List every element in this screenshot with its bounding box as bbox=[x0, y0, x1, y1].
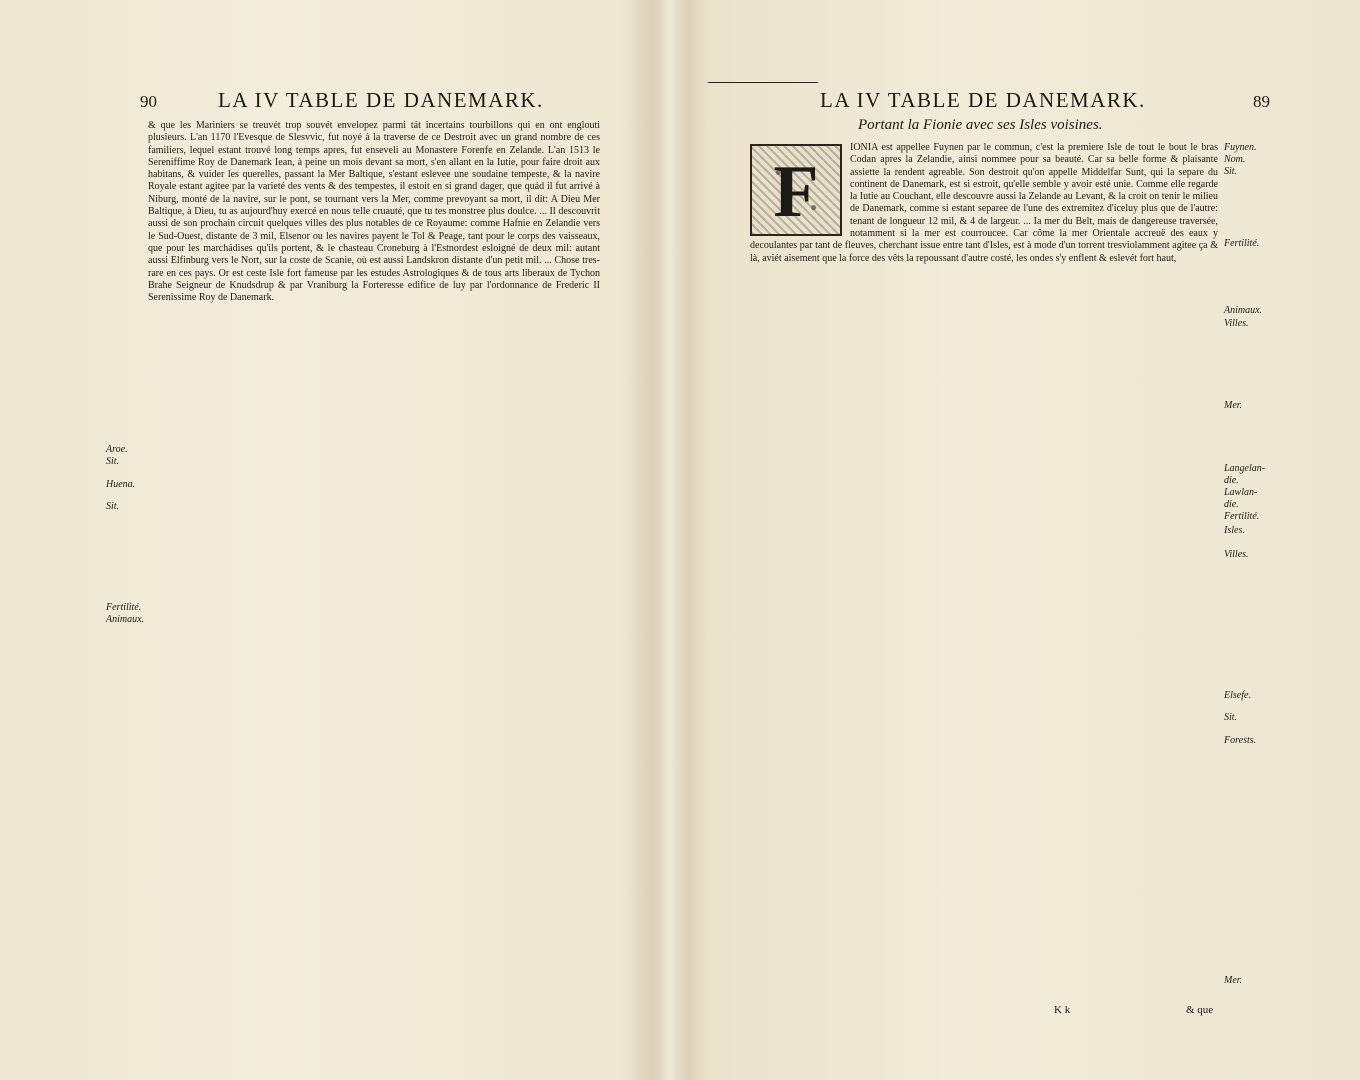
right-page bbox=[708, 0, 1270, 1080]
left-body-text: & que les Mariniers se treuvét trop souvét envelopez parmi tát incertains tourbillons qui en ont englouti plusieurs. L'an 1170 l'Evesque de Slesvvic, fut noyé à la traverse de ce Destroit avec un grand nombre de ces familiers, lequel estant trouvé long temps apres, fut enseveli au Monastere Forenfe en Zelande. L'an 1513 le Sereniffime Roy de Danemark Iean, à peine un mois devant sa mort, s'en allant en la Iutie, pour faire droit aux habitans, & vuider les querelles, passant la Mer Baltique, s'estant eslevee une soudaine tempeste, & la navire Royale estant agitee par la varieté des vents & des tempestes, il estoit en si grand dager, que quád il fut arrivé à Niburg, monté de la navire, sur le pont, se tournant vers la Mer, comme prevoyant sa mort, il dit: A Dieu Mer Baltique, à Dieu, tu as aujourd'huy exercé en nous telle cruauté, que tu tes monstree plus doulce. ... Il descouvrit aussi de son prochain circuit quelques villes des plus notables de ce Royaume: comme Hafnie en Zelandie vers le Sud-Ouest, distante de 3 mil, Elsenor ou les navires payent le Tol & Peage, tant pour le corps des vaisseaux, que pour les marchádises qu'ils portent, & le chasteau Croneburg à l'Estnordest esloigné de deux mil: autant aussi Elfinburg vers le Nort, sur la coste de Scanie, où est aussi Landskron distante d'un petit mil. ... Chose tres-rare en ces pays. Or est ceste Isle fort fameuse par les estudes Astrologiques & de tous arts liberaux de Tychon Brahe Seigneur de Knudsdrup & par Vraniburg la Forteresse edifice de luy par l'ordonnance de Frederic II Serenissime Roy de Danemark. bbox=[148, 120, 600, 304]
right-marginal-note: Elsefe. bbox=[1224, 690, 1251, 701]
right-page-number: 89 bbox=[1253, 92, 1270, 111]
right-marginal-note: Villes. bbox=[1224, 549, 1249, 560]
signature-mark: K k bbox=[1054, 1004, 1071, 1016]
left-page-number: 90 bbox=[140, 92, 157, 111]
initial-letter: F bbox=[773, 151, 819, 233]
left-running-head bbox=[110, 88, 610, 118]
left-page bbox=[106, 0, 610, 1080]
left-marginal-note: Sit. bbox=[106, 456, 120, 467]
right-page-title: LA IV TABLE DE DANEMARK. bbox=[820, 88, 1146, 112]
left-marginal-note: Huena. bbox=[106, 479, 136, 490]
page-fold bbox=[620, 0, 710, 1080]
right-marginal-note: Sit. bbox=[1224, 166, 1238, 177]
right-marginal-note: Mer. bbox=[1224, 975, 1243, 986]
right-marginal-note: Sit. bbox=[1224, 712, 1238, 723]
right-body-text bbox=[750, 142, 1218, 902]
decorated-initial bbox=[750, 144, 842, 236]
left-marginal-note: Sit. bbox=[106, 501, 120, 512]
right-marginal-note: Lawlan- bbox=[1224, 487, 1258, 498]
left-page-title: LA IV TABLE DE DANEMARK. bbox=[218, 88, 544, 112]
catchword: & que bbox=[1186, 1004, 1214, 1016]
right-marginal-note: Nom. bbox=[1224, 154, 1246, 165]
left-marginal-note: Fertilité. bbox=[106, 602, 142, 613]
right-marginal-note: Animaux. bbox=[1224, 305, 1263, 316]
right-page-subtitle: Portant la Fionie avec ses Isles voisines. bbox=[858, 117, 1103, 133]
right-body-content: IONIA est appellee Fuynen par le commun, c'est la premiere Isle de tout le bout le bras Codan apres la Zelandie, ainsi nommee pour sa beauté. Car sa belle forme & plaisante assiette la rendent agreable. Son destroit qu'on appelle Middelfar Sunt, qui la separe du continent de Danemark, est si estroit, qu'elle semble y avoir esté unie. Comme elle regarde la Iutie au Couchant, elle descouvre aussi la Zelande au Levant, & la croit on tenir le milieu de Danemark, comme si estant separee de l'une des extremitez d'iceluy plus que de l'autre: tenant de longueur 12 mil, & 4 de largeur. ... Ia mer du Belt, mais de dangereuse traversée, notamment si la mer est courroucee. Car côme la mer Orientale accreuë des eaux y decoulantes par tant de fleuves, cherchant issue entre tant d'Isles, est à mode d'un torrent tresviolamment agitee ça & là, aviét aisement que la force des vêts la repoussant d'autre costé, les ondes s'y enflent & eslevét fort haut, bbox=[750, 142, 1218, 264]
right-marginal-note: Langelan- bbox=[1224, 463, 1266, 474]
header-rule bbox=[708, 82, 818, 83]
right-marginal-note: Mer. bbox=[1224, 400, 1243, 411]
left-marginal-note: Aroe. bbox=[106, 444, 128, 455]
right-marginal-note: die. bbox=[1224, 499, 1239, 510]
right-running-head bbox=[708, 88, 1270, 118]
right-marginal-note: Villes. bbox=[1224, 318, 1249, 329]
right-marginal-note: die. bbox=[1224, 475, 1239, 486]
right-marginal-note: Fuynen. bbox=[1224, 142, 1257, 153]
right-marginal-note: Forests. bbox=[1224, 735, 1257, 746]
right-marginal-note: Fertilité. bbox=[1224, 238, 1260, 249]
right-marginal-note: Isles. bbox=[1224, 525, 1245, 536]
left-marginal-note: Animaux. bbox=[106, 614, 145, 625]
right-marginal-note: Fertilité. bbox=[1224, 511, 1260, 522]
